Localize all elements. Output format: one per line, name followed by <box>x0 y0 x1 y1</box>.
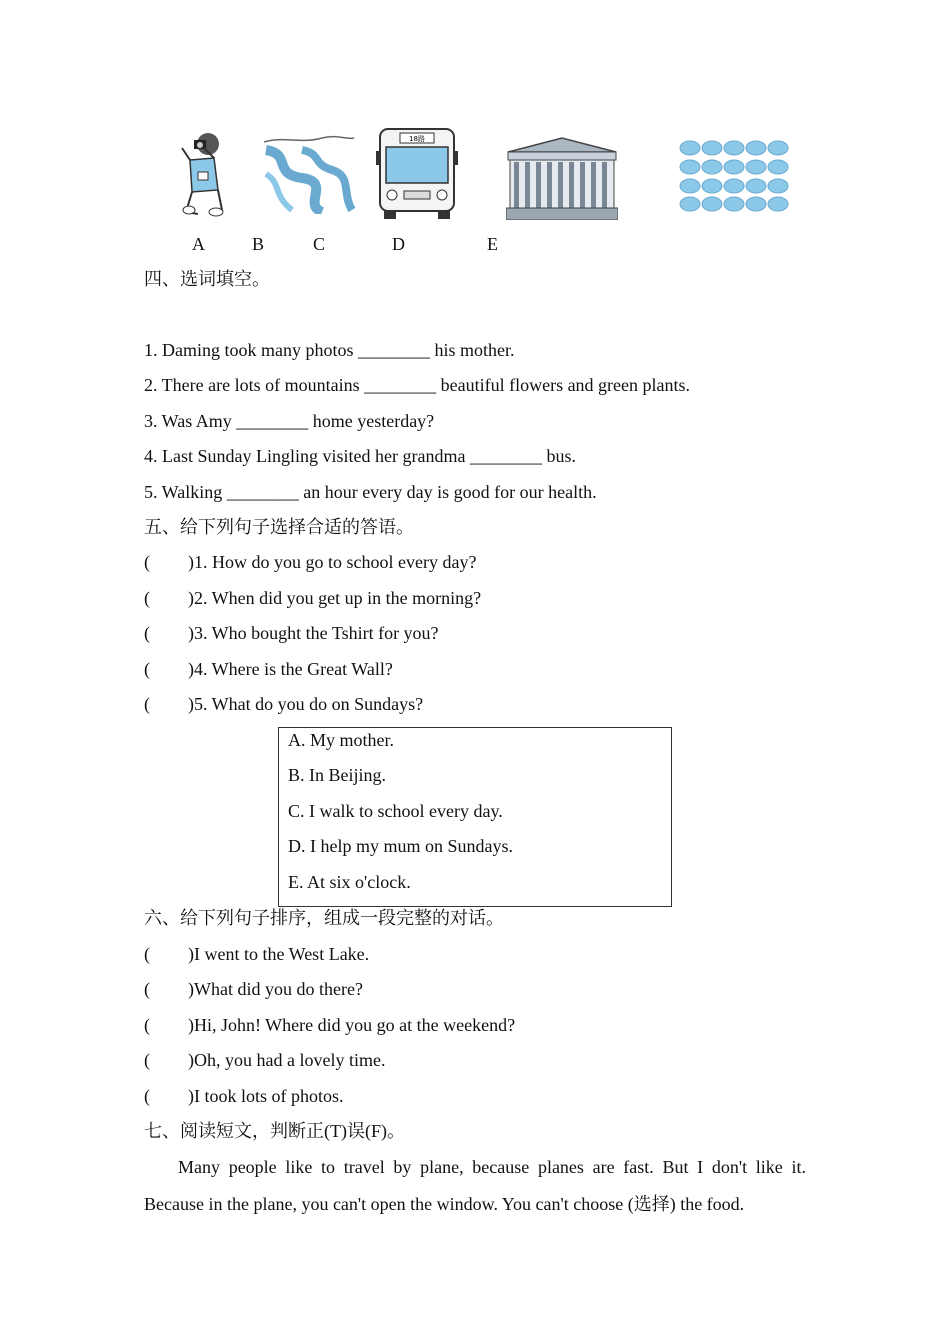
picture-label-e: E <box>487 234 498 254</box>
section5-item-5 <box>144 693 423 715</box>
close-paren: ) <box>188 979 194 999</box>
section5-title: 五、给下列句子选择合适的答语。 <box>144 517 414 537</box>
section4-item-5: 5. Walking ________ an hour every day is good for our health. <box>144 482 597 502</box>
order-blank[interactable]: ( <box>144 979 150 999</box>
dialogue-text: Hi, John! Where did you go at the weekend? <box>194 1015 516 1035</box>
question-text: 2. When did you get up in the morning? <box>194 588 482 608</box>
picture-label-c: C <box>313 234 326 254</box>
close-paren: ) <box>188 1086 194 1106</box>
picture-label-d: D <box>392 234 405 254</box>
order-blank[interactable]: ( <box>144 1050 150 1070</box>
section5-item-4 <box>144 658 393 680</box>
dialogue-text: Oh, you had a lovely time. <box>194 1050 386 1070</box>
section6-item-3 <box>144 1014 515 1036</box>
river-icon <box>262 134 356 214</box>
picture-label-a: A <box>192 234 205 254</box>
section5-item-2 <box>144 587 481 609</box>
section6-item-1 <box>144 943 369 965</box>
option-c: C. I walk to school every day. <box>288 801 503 821</box>
section4-title: 四、选词填空。 <box>144 269 270 289</box>
section7-title: 七、阅读短文，判断正(T)误(F)。 <box>144 1121 405 1141</box>
section4-item-2: 2. There are lots of mountains ________ beautiful flowers and green plants. <box>144 375 691 395</box>
section5-item-3 <box>144 622 439 644</box>
section6-item-4 <box>144 1049 385 1071</box>
close-paren: ) <box>188 1050 194 1070</box>
close-paren: ) <box>188 552 194 572</box>
section6-item-2 <box>144 978 363 1000</box>
answer-blank[interactable]: ( <box>144 588 150 608</box>
dialogue-text: I took lots of photos. <box>194 1086 344 1106</box>
section4-item-1: 1. Daming took many photos ________ his mother. <box>144 340 515 360</box>
section4-item-3: 3. Was Amy ________ home yesterday? <box>144 411 435 431</box>
order-blank[interactable]: ( <box>144 944 150 964</box>
answer-blank[interactable]: ( <box>144 659 150 679</box>
dialogue-text: I went to the West Lake. <box>194 944 370 964</box>
option-e: E. At six o'clock. <box>288 872 411 892</box>
museum-icon <box>506 136 618 220</box>
section6-item-5 <box>144 1085 344 1107</box>
reading-paragraph: Many people like to travel by plane, because planes are fast. But I don't like it. Because in the plane, you can't open the window. You can't choose (选择) the food. <box>144 1157 806 1214</box>
section4-item-4: 4. Last Sunday Lingling visited her grandma ________ bus. <box>144 446 576 466</box>
close-paren: ) <box>188 694 194 714</box>
close-paren: ) <box>188 1015 194 1035</box>
close-paren: ) <box>188 659 194 679</box>
photographer-icon <box>176 130 234 218</box>
answer-blank[interactable]: ( <box>144 694 150 714</box>
section5-item-1 <box>144 551 476 573</box>
option-d: D. I help my mum on Sundays. <box>288 836 513 856</box>
pattern-icon <box>679 138 791 214</box>
option-a: A. My mother. <box>288 730 394 750</box>
order-blank[interactable]: ( <box>144 1086 150 1106</box>
close-paren: ) <box>188 623 194 643</box>
answer-blank[interactable]: ( <box>144 623 150 643</box>
question-text: 3. Who bought the Tshirt for you? <box>194 623 439 643</box>
picture-label-b: B <box>252 234 265 254</box>
option-b: B. In Beijing. <box>288 765 386 785</box>
dialogue-text: What did you do there? <box>194 979 363 999</box>
question-text: 4. Where is the Great Wall? <box>194 659 393 679</box>
options-box <box>278 727 672 907</box>
order-blank[interactable]: ( <box>144 1015 150 1035</box>
question-text: 5. What do you do on Sundays? <box>194 694 424 714</box>
answer-blank[interactable]: ( <box>144 552 150 572</box>
close-paren: ) <box>188 944 194 964</box>
question-text: 1. How do you go to school every day? <box>194 552 477 572</box>
close-paren: ) <box>188 588 194 608</box>
bus-icon <box>374 127 460 219</box>
section6-title: 六、给下列句子排序，组成一段完整的对话。 <box>144 908 504 928</box>
svg-text:18路: 18路 <box>409 135 425 143</box>
